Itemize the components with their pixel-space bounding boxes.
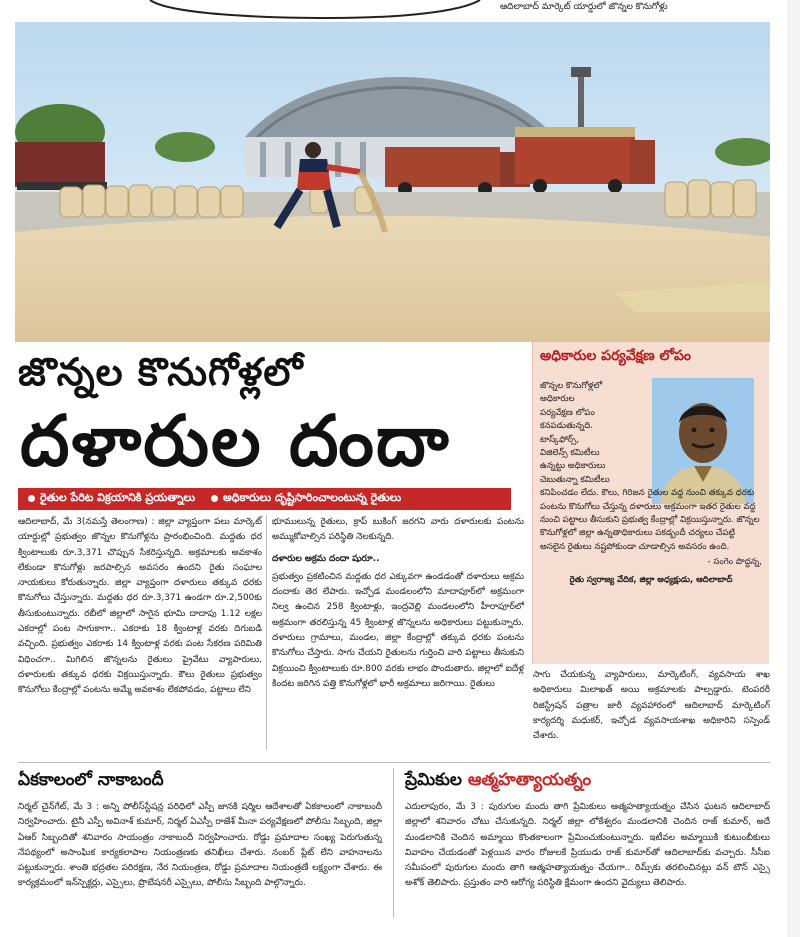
column-divider	[393, 768, 394, 918]
top-decorative-curve	[0, 0, 800, 20]
photo-caption: ఆదిలాబాద్ మార్కెట్ యార్డులో జొన్నల కొనుగోళ్లు	[500, 2, 668, 12]
article-paragraph: ప్రభుత్వం ప్రకటించిన మద్దతు ధర ఎక్కువగా ఉండడంతో దళారులు అక్రమ దందాకు తెర లేపారు. ఇచ్చోడ మండలంలోని మాదాపూర్‌లో అక్రమంగా నిల్వ ఉంచిన 258 క్వింటాళ్లు, ఇంద్రవెల్లి మండలంలోని హీరాపూర్‌లో అక్రమంగా తరలిస్తున్న 45 క్వింటాళ్ల జొన్నలను అధికారులు పట్టుకున్నారు. దళారులు గ్రామాలు, మండల, జిల్లా కేంద్రాల్లో తక్కువ ధరకు పంటను కొనుగోలు చేస్తారు. సాగు చేయని రైతులను గుర్తించి వారి పట్టాలు తీసుకుని విక్రయించి క్వింటాలుకు రూ.800 వరకు లాభం పొందుతారు. జిల్లాలో ఐదేళ్ల కిందట జరిగిన పత్తి కొనుగోళ్లలో భారీ అక్రమాలు జరిగాయి. రైతులు	[272, 571, 524, 689]
sub-heading: దళారుల అక్రమ దందా షురూ..	[272, 553, 380, 564]
article-column-3	[533, 668, 770, 744]
sidebar-title: అధికారుల పర్యవేక్షణ లోపం	[540, 348, 691, 364]
sidebar-signoff: - సంగెం పొద్దన్న,	[707, 557, 762, 568]
headline-line-2: దళారుల దందా	[20, 400, 451, 482]
article-paragraph: నిర్మల్ చైన్‌గేట్, మే 3 : అన్ని పోలీస్‌స్టేషన్ల పరిధిలో ఎస్పీ జానకి షర్మిల ఆదేశాలతో ఏకకాలంలో నాకాబందీ నిర్వహించారు. టైనీ ఎస్పీ అవినాశ్ కుమార్, నిర్మల్ ఏఎస్పీ రాజేశ్ మీనా పర్యవేక్షణలో పోలీసు సిబ్బంది, జిల్లా ఏఆర్ సిబ్బందితో శనివారం సాయంత్రం నాకాబందీ నిర్వహించారు. రోడ్డు ప్రమాదాల సంఖ్య పెరుగుతున్న నేపథ్యంలో అసాంఘిక కార్యకలాపాల నియంత్రణకు తనిఖీలు చేశారు. నంబర్ ప్లేట్ లేని వాహనాలను పట్టుకున్నారు. శాంతి భద్రతల పరిరక్షణ, నేర నియంత్రణ, రోడ్డు ప్రమాదాల నియంత్రణే లక్ష్యంగా చేశారు. ఈ కార్యక్రమంలో ఇన్‌స్పెక్టర్లు, ఎస్సైలు, ప్రొబేషనరీ ఎస్సైలు, పోలీసు సిబ్బంది పాల్గొన్నారు.	[18, 802, 382, 889]
subheading-item: అధికారులు దృష్టిసారించాలంటున్న రైతులు	[211, 491, 401, 507]
page-edge	[787, 0, 800, 937]
story-title-nakabandi: ఏకకాలంలో నాకాబందీ	[18, 770, 164, 790]
sidebar-line: పర్యవేక్షణ లోపం	[540, 407, 595, 418]
sidebar-line: అధికారుల	[540, 394, 575, 405]
article-column-1	[18, 515, 262, 699]
sidebar-line: జొన్నల కొనుగోళ్లలో	[540, 381, 603, 391]
article-paragraph: భూములున్న రైతులు, క్రాప్ బుకింగ్ జరగని వారు దళారులకు పంటను అమ్ముకోవాల్సిన పరిస్థితి నెలకున్నది.	[272, 517, 524, 543]
headline-line-1: జొన్నల కొనుగోళ్లలో	[18, 350, 304, 394]
bullet-icon	[211, 495, 218, 502]
market-yard-photo	[15, 22, 770, 342]
sidebar-credit: రైతు స్వరాజ్య వేదిక, జిల్లా అధ్యక్షుడు, ఆదిలాబాద్	[569, 573, 733, 584]
article-paragraph: ఆదిలాబాద్, మే 3(నమస్తే తెలంగాణ) : జిల్లా వ్యాప్తంగా పలు మార్కెట్ యార్డుల్లో ప్రభుత్వం జొన్నల కొనుగోళ్లను ప్రారంభించింది. మద్దతు ధర క్వింటాలుకు రూ.3,371 చొప్పున సేకరిస్తున్నది. అక్రమాలకు అవకాశం లేకుండా కొనుగోళ్లు జరపాల్సిన అవసరం ఉందని రైతు సంఘాల నాయకులు కోరుతున్నారు. జిల్లా వ్యాప్తంగా దళారులు తక్కువ ధరకు కొనుగోలు చేస్తున్నారు. మద్దతు ధర రూ.3,371 ఉండగా రూ.2,500కు తీసుకుంటున్నారు. రబీలో జిల్లాలో సాగైన భూమి దాదాపు 1.12 లక్షల ఎకరాల్లో పంట సాగుకాగా.. ఎకరాకు 18 క్వింటాళ్ల వరకు దిగుబడి వచ్చింది. ప్రభుత్వం ఎకరాకు 14 క్వింటాళ్ల వరకు పంట సేకరణ పరిమితి విధించగా.. మిగిలిన జొన్నలను రైతులు ప్రైవేటు వ్యాపారులు, దళారులకు తక్కువ ధరకు విక్రయిస్తున్నారు. కౌలు రైతులు ప్రభుత్వం కొనుగోలు కేంద్రాల్లో పంటను అమ్మే అవకాశం లేకపోవడం, పట్టాలు లేని	[18, 517, 262, 696]
column-divider	[266, 515, 267, 750]
sidebar-line: టాస్క్‌ఫోర్స్,	[540, 434, 580, 445]
story-body-lovers	[405, 800, 770, 892]
sidebar-line: విజిలెన్స్ కమిటీలు	[540, 448, 600, 459]
sidebar-line: కనపడుతున్నది.	[540, 421, 594, 432]
subheading-bar	[18, 488, 511, 510]
sidebar-paragraph: కనిపించడం లేదు. కౌలు, గిరిజన రైతుల వద్ద నుంచి తక్కువ ధరకు పంటను కొనుగోలు చేస్తున్న దళారులు అక్రమంగా ఇతర రైతుల వద్ద నుంచి పట్టాలు తీసుకుని ప్రభుత్వ కేంద్రాల్లో విక్రయిస్తున్నారు. జొన్నల కొనుగోళ్లలో జిల్లా ఉన్నతాధికారులు పకడ్బందీ చర్యలు చేపట్టి అసలైన రైతులు నష్టపోకుండా చూడాల్సిన అవసరం ఉంది.	[540, 488, 760, 552]
bullet-icon	[28, 495, 35, 502]
sidebar-line: చెబుతున్నా కమిటీలు	[540, 474, 610, 485]
article-paragraph: సాగు చేయకున్న వ్యాపారులు, మార్కెటింగ్, వ్యవసాయ శాఖ అధికారులు మిలాఖత్ అయి అక్రమాలకు పాల్పడ్డారు. టెంపరరీ రిజిస్ట్రేషన్ పత్రాల జారీ వ్యవహారంలో ఆదిలాబాద్ మార్కెటింగ్ కార్యదర్శి మధుకర్, ఇచ్చోడ వ్యవసాయశాఖ అధికారిని సస్పెండ్ చేశారు.	[533, 670, 770, 742]
section-divider	[18, 762, 770, 763]
sidebar-body	[540, 380, 762, 586]
subheading-item: రైతుల పేరిట విక్రయానికి ప్రయత్నాలు	[28, 491, 195, 507]
article-paragraph: ఎదులాపురం, మే 3 : పురుగుల మందు తాగి ప్రేమికులు ఆత్మహత్యాయత్నం చేసిన ఘటన ఆదిలాబాద్ జిల్లాలో శనివారం చోటు చేసుకున్నది. నిర్మల్ జిల్లా లోకేశ్వరం మండలానికి చెందిన రాజ్ కుమార్, అదే మండలానికి చెందిన అమ్మాయి కొంతకాలంగా ప్రేమించుకుంటున్నారు. ఇటీవల అమ్మాయికి కుటుంబీకులు వివాహం చేయడంతో పెళ్లయిన వారం రోజులకే ప్రియుడు రాజ్ కుమార్‌తో ఆదిలాబాద్‌కు వచ్చారు. సీసీఐ సమీపంలో పురుగుల మందు తాగి ఆత్మహత్యాయత్నం చేయగా.. రిమ్స్‌కు తరలించినట్లు వన్ టౌన్ ఎస్సై అశోక్ తెలిపారు. ప్రస్తుతం వారి ఆరోగ్య పరిస్థితి క్షేమంగా ఉందని వైద్యులు తెలిపారు.	[405, 802, 770, 889]
article-column-2	[272, 515, 524, 692]
story-body-nakabandi	[18, 800, 382, 892]
sidebar-line: ఉన్నట్టు అధికారులు	[540, 461, 606, 472]
story-title-lovers: ప్రేమికుల ఆత్మహత్యాయత్నం	[405, 770, 592, 790]
